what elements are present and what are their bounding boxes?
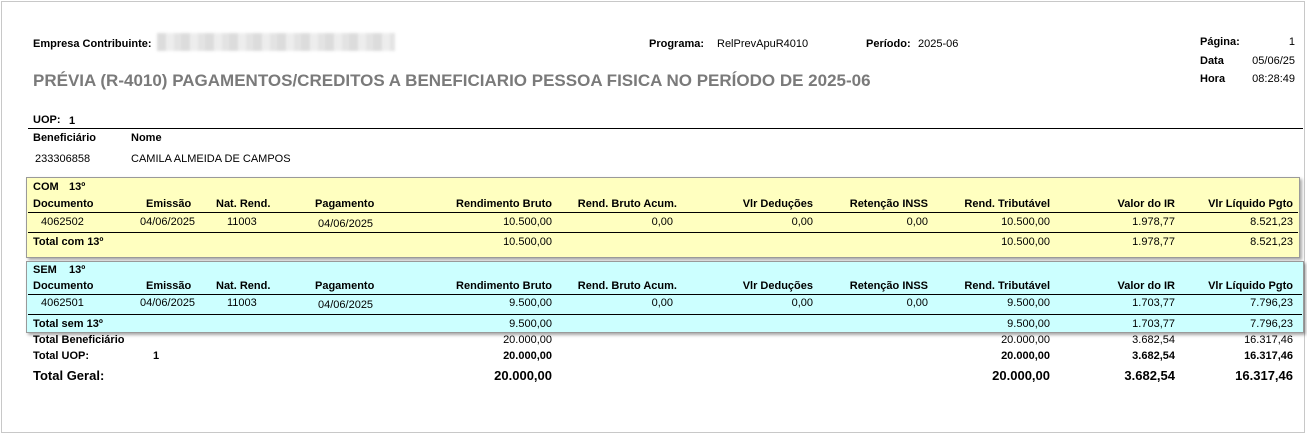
com-row-rend-acum: 0,00 — [651, 216, 673, 228]
total-geral-rend-bruto: 20.000,00 — [494, 368, 552, 383]
pagina-label: Página: — [1200, 36, 1240, 48]
col-rend-acum: Rend. Bruto Acum. — [577, 280, 677, 292]
col-rend-acum: Rend. Bruto Acum. — [577, 198, 677, 210]
com-row-emissao: 04/06/2025 — [140, 216, 196, 228]
com-total-label: Total com 13º — [33, 236, 104, 248]
total-geral-liquido: 16.317,46 — [1235, 368, 1293, 383]
com-total-tributavel: 10.500,00 — [1001, 236, 1050, 248]
sem-total-label: Total sem 13º — [33, 318, 103, 330]
total-uop-tributavel: 20.000,00 — [1001, 350, 1050, 362]
sem-row-inss: 0,00 — [906, 297, 928, 309]
empresa-label: Empresa Contribuinte: — [33, 38, 152, 50]
col-documento: Documento — [33, 198, 94, 210]
com-row-nat-rend: 11003 — [227, 216, 257, 228]
total-uop-ir: 3.682,54 — [1132, 350, 1175, 362]
beneficiario-col-header: Beneficiário — [33, 132, 96, 144]
periodo-label: Período: — [866, 38, 911, 50]
col-pagamento: Pagamento — [315, 280, 375, 292]
total-uop-label: Total UOP: — [33, 350, 90, 362]
programa-label: Programa: — [649, 38, 705, 50]
col-rend-bruto: Rendimento Bruto — [456, 198, 552, 210]
com-row-ir: 1.978,77 — [1132, 216, 1175, 228]
total-uop-liquido: 16.317,46 — [1244, 350, 1293, 362]
col-pagamento: Pagamento — [315, 198, 375, 210]
total-uop-value: 1 — [153, 350, 160, 362]
com-header-divider — [28, 212, 1298, 213]
sem-tag: 13º — [69, 264, 86, 276]
col-ir: Valor do IR — [1117, 280, 1175, 292]
total-uop-rend-bruto: 20.000,00 — [503, 350, 552, 362]
col-tributavel: Rend. Tributável — [964, 198, 1050, 210]
total-geral-ir: 3.682,54 — [1124, 368, 1175, 383]
com-row-divider — [28, 232, 1298, 233]
sem-row-emissao: 04/06/2025 — [140, 297, 196, 309]
col-deducoes: Vlr Deduções — [742, 280, 813, 292]
com-row-deducoes: 0,00 — [791, 216, 813, 228]
beneficiario-codigo: 233306858 — [35, 153, 91, 165]
com-row-documento: 4062502 — [41, 216, 84, 228]
uop-divider — [28, 128, 1303, 129]
data-value: 05/06/25 — [1252, 55, 1295, 67]
col-tributavel: Rend. Tributável — [964, 280, 1050, 292]
com-tag: 13º — [69, 181, 86, 193]
col-rend-bruto: Rendimento Bruto — [456, 280, 552, 292]
com-row-pagamento: 04/06/2025 — [318, 218, 374, 230]
sem-row-rend-bruto: 9.500,00 — [509, 297, 552, 309]
total-beneficiario-label: Total Beneficiário — [33, 334, 125, 346]
hora-label: Hora — [1200, 73, 1226, 85]
nome-col-header: Nome — [131, 132, 162, 144]
data-label: Data — [1200, 55, 1224, 67]
com-total-rend-bruto: 10.500,00 — [503, 236, 552, 248]
sem-total-tributavel: 9.500,00 — [1007, 318, 1050, 330]
sem-row-rend-acum: 0,00 — [651, 297, 673, 309]
col-deducoes: Vlr Deduções — [742, 198, 813, 210]
uop-label: UOP: — [33, 114, 61, 126]
com-total-ir: 1.978,77 — [1132, 236, 1175, 248]
pagina-value: 1 — [1288, 36, 1295, 48]
col-nat-rend: Nat. Rend. — [216, 280, 271, 292]
sem-row-nat-rend: 11003 — [227, 297, 257, 309]
uop-value: 1 — [69, 115, 76, 127]
col-inss: Retenção INSS — [849, 280, 928, 292]
com-row-liquido: 8.521,23 — [1250, 216, 1293, 228]
col-liquido: Vlr Líquido Pgto — [1208, 280, 1293, 292]
col-inss: Retenção INSS — [849, 198, 928, 210]
com-row-inss: 0,00 — [906, 216, 928, 228]
report-title: PRÉVIA (R-4010) PAGAMENTOS/CREDITOS A BENEFICIARIO PESSOA FISICA NO PERÍODO DE 2025-06 — [33, 71, 871, 90]
col-documento: Documento — [33, 280, 94, 292]
sem-label: SEM — [33, 264, 57, 276]
com-total-liquido: 8.521,23 — [1250, 236, 1293, 248]
com-label: COM — [33, 181, 59, 193]
sem-row-pagamento: 04/06/2025 — [318, 299, 374, 311]
sem-header-divider — [28, 294, 1302, 295]
sem-total-liquido: 7.796,23 — [1250, 318, 1293, 330]
col-liquido: Vlr Líquido Pgto — [1208, 198, 1293, 210]
hora-value: 08:28:49 — [1252, 73, 1295, 85]
com-row-rend-bruto: 10.500,00 — [503, 216, 552, 228]
sem-row-liquido: 7.796,23 — [1250, 297, 1293, 309]
sem-row-divider — [28, 314, 1302, 315]
total-beneficiario-liquido: 16.317,46 — [1244, 334, 1293, 346]
total-beneficiario-tributavel: 20.000,00 — [1001, 334, 1050, 346]
sem-total-ir: 1.703,77 — [1132, 318, 1175, 330]
total-geral-label: Total Geral: — [33, 368, 105, 383]
col-ir: Valor do IR — [1117, 198, 1175, 210]
empresa-value-redacted — [157, 33, 395, 51]
total-geral-tributavel: 20.000,00 — [992, 368, 1050, 383]
col-nat-rend: Nat. Rend. — [216, 198, 271, 210]
sem-row-deducoes: 0,00 — [791, 297, 813, 309]
col-emissao: Emissão — [146, 198, 192, 210]
col-emissao: Emissão — [146, 280, 192, 292]
total-beneficiario-rend-bruto: 20.000,00 — [503, 334, 552, 346]
sem-row-ir: 1.703,77 — [1132, 297, 1175, 309]
sem-total-rend-bruto: 9.500,00 — [509, 318, 552, 330]
periodo-value: 2025-06 — [918, 38, 959, 50]
programa-value: RelPrevApuR4010 — [717, 38, 809, 50]
com-row-tributavel: 10.500,00 — [1001, 216, 1050, 228]
sem-row-documento: 4062501 — [41, 297, 84, 309]
total-beneficiario-ir: 3.682,54 — [1132, 334, 1175, 346]
sem-row-tributavel: 9.500,00 — [1007, 297, 1050, 309]
beneficiario-nome: CAMILA ALMEIDA DE CAMPOS — [131, 153, 291, 165]
